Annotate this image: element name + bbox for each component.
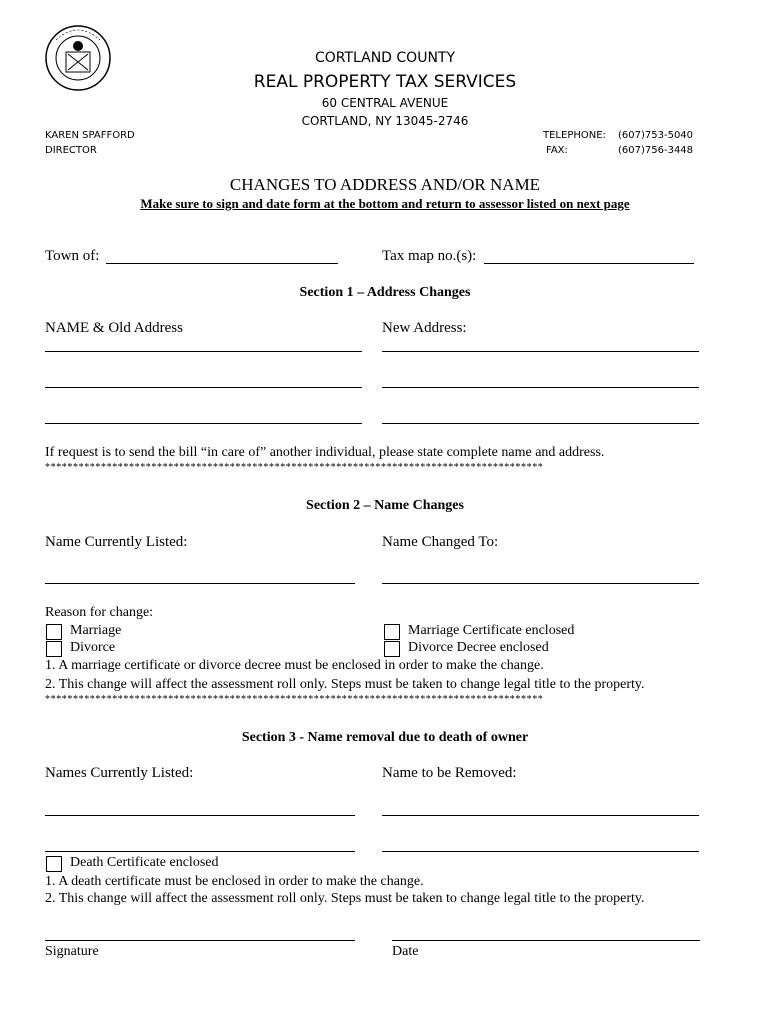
section2-note-2: 2. This change will affect the assessment roll only. Steps must be taken to change legal title to the property. [45,677,645,692]
director-name: KAREN SPAFFORD [45,130,135,141]
section3-heading: Section 3 - Name removal due to death of owner [241,730,529,745]
office-name: REAL PROPERTY TAX SERVICES [253,72,517,92]
old-address-line-1[interactable] [45,351,362,352]
new-address-line-2[interactable] [382,387,699,388]
form-instruction: Make sure to sign and date form at the bottom and return to assessor listed on next page [140,196,630,211]
taxmap-input[interactable] [484,263,694,264]
section1-heading: Section 1 – Address Changes [299,285,471,300]
section1-note: If request is to send the bill “in care of” another individual, please state complete name and address. [45,445,605,460]
telephone-value: (607)753-5040 [618,130,694,141]
taxmap-label: Tax map no.(s): [382,248,477,264]
old-address-line-3[interactable] [45,423,362,424]
office-city: CORTLAND, NY 13045-2746 [301,114,469,128]
divorce-decree-label: Divorce Decree enclosed [408,640,549,655]
name-current-input[interactable] [45,583,355,584]
telephone-label: TELEPHONE: [543,130,606,141]
section2-left-label: Name Currently Listed: [45,534,188,550]
new-address-line-1[interactable] [382,351,699,352]
separator-1: ***************************************************************************************** [45,462,544,473]
name-changed-input[interactable] [382,583,699,584]
director-title: DIRECTOR [45,145,97,156]
form-title: CHANGES TO ADDRESS AND/OR NAME [229,175,541,194]
section3-left-label: Names Currently Listed: [45,765,194,781]
separator-2: ***************************************************************************************** [45,694,544,705]
names-listed-line-1[interactable] [45,815,355,816]
death-certificate-label: Death Certificate enclosed [70,855,219,870]
divorce-decree-checkbox[interactable] [384,641,400,657]
county-name: CORTLAND COUNTY [314,50,456,66]
section3-note-1: 1. A death certificate must be enclosed in order to make the change. [45,874,424,889]
section3-note-2: 2. This change will affect the assessment roll only. Steps must be taken to change legal title to the property. [45,891,645,906]
office-street: 60 CENTRAL AVENUE [321,96,449,110]
section2-right-label: Name Changed To: [382,534,499,550]
name-removed-line-1[interactable] [382,815,699,816]
town-input[interactable] [106,263,338,264]
town-label: Town of: [45,248,100,264]
section3-right-label: Name to be Removed: [382,765,517,781]
death-certificate-checkbox[interactable] [46,856,62,872]
signature-label: Signature [45,944,99,959]
new-address-line-3[interactable] [382,423,699,424]
divorce-checkbox[interactable] [46,641,62,657]
section1-right-label: New Address: [382,320,467,336]
marriage-label: Marriage [70,623,122,638]
names-listed-line-2[interactable] [45,851,355,852]
marriage-checkbox[interactable] [46,624,62,640]
date-input[interactable] [392,940,700,941]
name-removed-line-2[interactable] [382,851,699,852]
section1-left-label: NAME & Old Address [45,320,183,336]
fax-label: FAX: [546,145,568,156]
divorce-label: Divorce [70,640,116,655]
marriage-certificate-checkbox[interactable] [384,624,400,640]
section2-note-1: 1. A marriage certificate or divorce decree must be enclosed in order to make the change. [45,658,544,673]
date-label: Date [392,944,419,959]
marriage-certificate-label: Marriage Certificate enclosed [408,623,575,638]
reason-label: Reason for change: [45,605,154,620]
fax-value: (607)756-3448 [618,145,694,156]
old-address-line-2[interactable] [45,387,362,388]
section2-heading: Section 2 – Name Changes [306,498,464,513]
signature-input[interactable] [45,940,355,941]
